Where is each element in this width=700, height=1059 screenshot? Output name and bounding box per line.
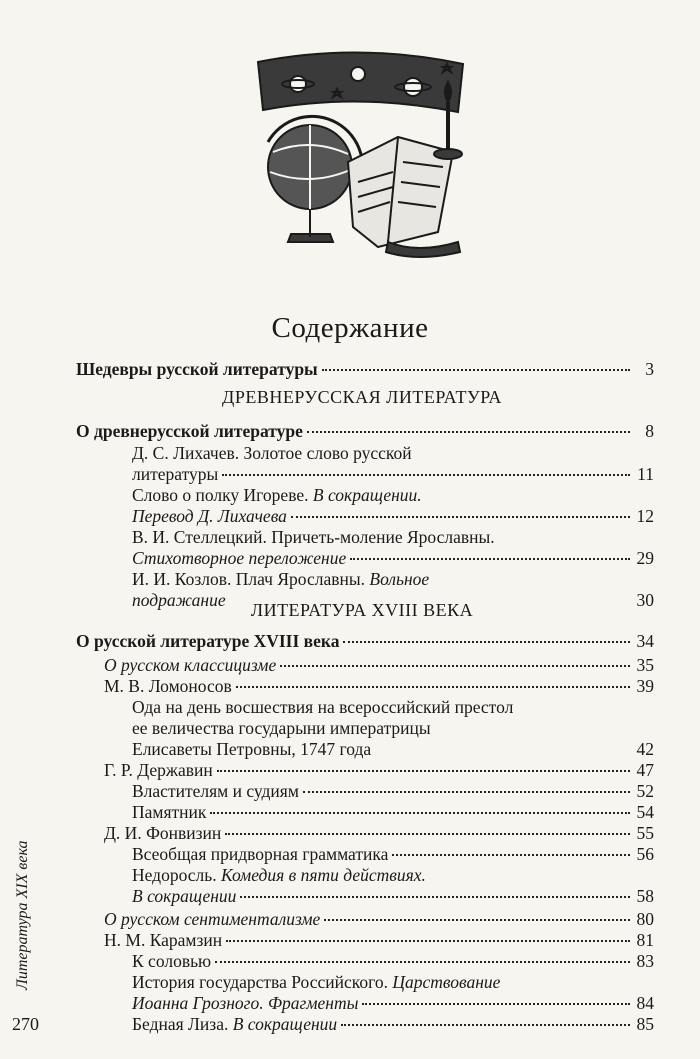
page-title: Содержание bbox=[271, 312, 429, 344]
leader-dots bbox=[322, 369, 630, 371]
leader-dots bbox=[215, 961, 630, 963]
toc-entry-title-text: Бедная Лиза. bbox=[132, 1014, 229, 1034]
leader-dots bbox=[226, 940, 630, 942]
leader-dots bbox=[303, 791, 630, 793]
toc-entry-about-18 bbox=[76, 630, 654, 652]
toc-entry-likhachev bbox=[132, 463, 654, 485]
section-heading-old-russian: ДРЕВНЕРУССКАЯ ЛИТЕРАТУРА bbox=[222, 387, 502, 407]
toc-page-number: 34 bbox=[636, 631, 654, 651]
toc-entry-about-old bbox=[76, 420, 654, 442]
toc-entry-title: Памятник bbox=[132, 802, 207, 822]
toc-entry-classicism bbox=[104, 654, 654, 676]
toc-entry-title: Н. М. Карамзин bbox=[104, 930, 223, 950]
toc-entry-title: Шедевры русской литературы bbox=[76, 359, 318, 379]
leader-dots bbox=[307, 431, 630, 433]
toc-page-number: 56 bbox=[636, 844, 654, 864]
toc-page-number: 8 bbox=[645, 421, 654, 441]
page-number: 270 bbox=[12, 1014, 39, 1034]
toc-entry-karamzin bbox=[104, 929, 654, 951]
toc-entry-note: подражание bbox=[132, 590, 226, 610]
toc-entry-kozlov-line1 bbox=[132, 568, 429, 590]
toc-entry-title: О русском сентиментализме bbox=[104, 909, 321, 929]
toc-entry-title: Властителям и судиям bbox=[132, 781, 299, 801]
toc-entry-likhachev-line1: Д. С. Лихачев. Золотое слово русской bbox=[132, 443, 412, 463]
toc-entry-note: Вольное bbox=[369, 569, 430, 589]
toc-entry-title: Г. Р. Державин bbox=[104, 760, 213, 780]
toc-page-number: 12 bbox=[636, 506, 654, 526]
toc-entry-title: О древнерусской литературе bbox=[76, 421, 303, 441]
toc-entry-masterpieces bbox=[76, 358, 654, 380]
toc-entry-nedorosl bbox=[132, 885, 654, 907]
toc-entry-oda-line1: Ода на день восшествия на всероссийский престол bbox=[132, 697, 514, 717]
toc-entry-title: Всеобщая придворная грамматика bbox=[132, 844, 389, 864]
toc-entry-note: В сокращении bbox=[132, 886, 237, 906]
toc-entry-slovo bbox=[132, 505, 654, 527]
toc-page-number: 29 bbox=[636, 548, 654, 568]
toc-entry-title: М. В. Ломоносов bbox=[104, 676, 232, 696]
leader-dots bbox=[222, 474, 630, 476]
toc-page-number: 47 bbox=[636, 760, 654, 780]
leader-dots bbox=[362, 1003, 630, 1005]
leader-dots bbox=[217, 770, 630, 772]
leader-dots bbox=[392, 854, 630, 856]
toc-page-number: 39 bbox=[636, 676, 654, 696]
toc-entry-title: Елисаветы Петровны, 1747 года bbox=[132, 739, 372, 759]
side-caption: Литература XIX века bbox=[14, 840, 31, 990]
toc-entry-lomonosov bbox=[104, 675, 654, 697]
toc-entry-pamyatnik bbox=[132, 801, 654, 823]
toc-page-number: 83 bbox=[636, 951, 654, 971]
toc-page-number: 52 bbox=[636, 781, 654, 801]
toc-entry-title: О русской литературе XVIII века bbox=[76, 631, 340, 651]
toc-page-number: 85 bbox=[636, 1014, 654, 1034]
toc-entry-oda-line2: ее величества государыни императрицы bbox=[132, 718, 431, 738]
toc-entry-title: История государства Российского. bbox=[132, 972, 388, 992]
leader-dots bbox=[324, 919, 630, 921]
toc-page-number: 80 bbox=[636, 909, 654, 929]
toc-entry-sentimentalism bbox=[104, 908, 654, 930]
toc-entry-note: Стихотворное переложение bbox=[132, 548, 347, 568]
leader-dots bbox=[291, 516, 630, 518]
toc-entry-title: К соловью bbox=[132, 951, 212, 971]
toc-entry-fonvizin bbox=[104, 822, 654, 844]
toc-entry-note: В сокращении bbox=[232, 1014, 338, 1034]
toc-entry-title bbox=[132, 1013, 337, 1035]
toc-entry-title: О русском классицизме bbox=[104, 655, 277, 675]
leader-dots bbox=[280, 665, 630, 667]
toc-entry-istoriya-line1 bbox=[132, 971, 500, 993]
toc-page-number: 54 bbox=[636, 802, 654, 822]
toc-page-number: 11 bbox=[637, 464, 654, 484]
toc-entry-nedorosl-line1 bbox=[132, 864, 426, 886]
toc-entry-istoriya bbox=[132, 992, 654, 1014]
leader-dots bbox=[350, 558, 630, 560]
toc-entry-solovyu bbox=[132, 950, 654, 972]
toc-entry-title: Недоросль. bbox=[132, 865, 217, 885]
toc-page-number: 35 bbox=[636, 655, 654, 675]
toc-entry-grammatika bbox=[132, 843, 654, 865]
toc-entry-slovo-line1 bbox=[132, 484, 422, 506]
toc-page-number: 58 bbox=[636, 886, 654, 906]
toc-page-number: 42 bbox=[636, 739, 654, 759]
toc-page-number: 3 bbox=[645, 359, 654, 379]
toc-entry-note: В сокращении. bbox=[312, 485, 422, 505]
toc-entry-note: Комедия в пяти действиях. bbox=[221, 865, 426, 885]
toc-entry-vlastitelyam bbox=[132, 780, 654, 802]
toc-entry-stelletsky-line1: В. И. Стеллецкий. Причеть-моление Ярославны. bbox=[132, 527, 495, 547]
toc-entry-stelletsky bbox=[132, 547, 654, 569]
toc-page-number: 84 bbox=[636, 993, 654, 1013]
leader-dots bbox=[341, 1024, 630, 1026]
toc-page-number: 81 bbox=[636, 930, 654, 950]
toc-entry-title: И. И. Козлов. Плач Ярославны. bbox=[132, 569, 365, 589]
toc-entry-oda bbox=[132, 738, 654, 760]
toc-entry-derzhavin bbox=[104, 759, 654, 781]
leader-dots bbox=[225, 833, 630, 835]
toc-entry-note: Царствование bbox=[392, 972, 501, 992]
engraving-illustration bbox=[238, 42, 478, 262]
leader-dots bbox=[343, 641, 630, 643]
section-heading-18th-century: ЛИТЕРАТУРА XVIII ВЕКА bbox=[250, 600, 474, 620]
toc-entry-note: Иоанна Грозного. Фрагменты bbox=[132, 993, 359, 1013]
toc-entry-title: Слово о полку Игореве. bbox=[132, 485, 309, 505]
leader-dots bbox=[210, 812, 630, 814]
leader-dots bbox=[240, 896, 630, 898]
toc-entry-title: Д. И. Фонвизин bbox=[104, 823, 222, 843]
toc-entry-title: литературы bbox=[132, 464, 219, 484]
toc-page-number: 55 bbox=[636, 823, 654, 843]
leader-dots bbox=[236, 686, 630, 688]
toc-entry-note: Перевод Д. Лихачева bbox=[132, 506, 287, 526]
toc-entry-liza bbox=[132, 1013, 654, 1035]
toc-page-number: 30 bbox=[636, 590, 654, 610]
